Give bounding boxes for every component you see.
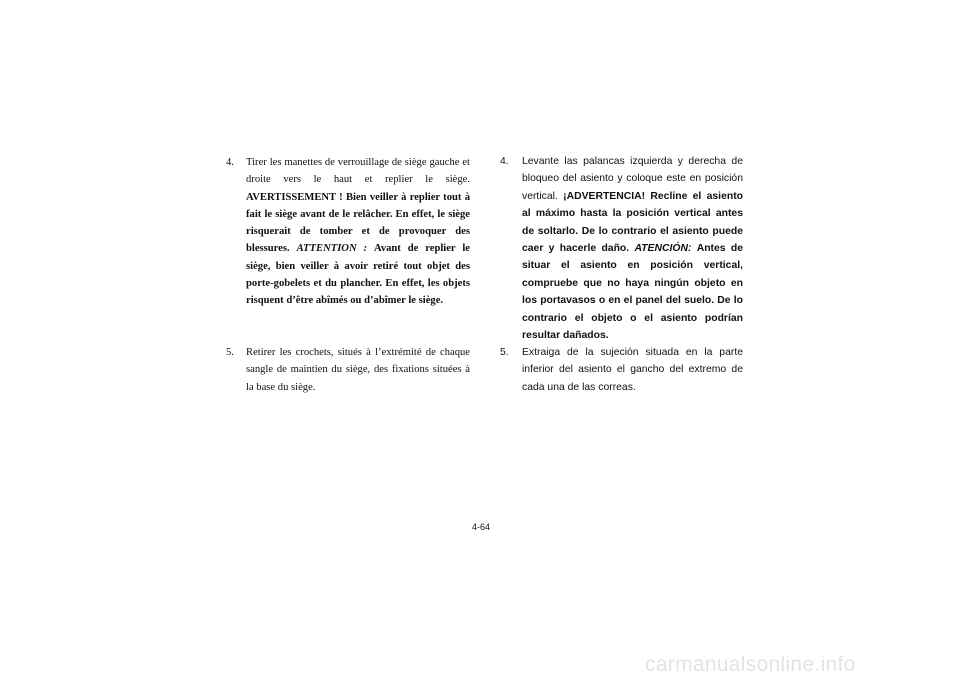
french-step-4-text: Tirer les manettes de verrouillage de siège gauche et droite vers le haut et replier le siège. bbox=[246, 157, 470, 186]
page-number: 4-64 bbox=[471, 522, 490, 532]
spanish-step-5-item bbox=[500, 344, 743, 396]
spanish-step-5 bbox=[500, 344, 743, 396]
french-step-4-item bbox=[226, 154, 470, 310]
french-step-4-body bbox=[246, 154, 470, 310]
french-step-4-number: 4. bbox=[226, 157, 234, 168]
french-step-4-warning: AVERTISSEMENT ! Bien veiller à replier tout à fait le siège avant de le relâcher. En effet, le siège risquerait de tomber et de provoquer des blessures. bbox=[246, 191, 470, 255]
watermark: carmanualsonline.info bbox=[645, 653, 856, 676]
spanish-step-4-number: 4. bbox=[500, 156, 509, 167]
french-step-4-attention-label: ATTENTION : bbox=[296, 243, 368, 255]
french-step-5-number: 5. bbox=[226, 347, 234, 358]
spanish-step-4 bbox=[500, 153, 743, 344]
spanish-step-4-text: Levante las palancas izquierda y derecha de bloqueo del asiento y coloque este en posición vertical. bbox=[522, 156, 743, 202]
spanish-step-5-number: 5. bbox=[500, 347, 509, 358]
french-step-5 bbox=[226, 344, 470, 396]
spanish-step-4-attention-text: Antes de situar el asiento en posición vertical, compruebe que no haya ningún objeto en los portavasos o en el panel del suelo. De lo contrario el objeto o el asiento podrían resultar dañados. bbox=[522, 243, 743, 342]
french-step-5-text: Retirer les crochets, situés à l’extrémité de chaque sangle de maintien du siège, des fixations situées à la base du siège. bbox=[246, 347, 470, 393]
french-step-4-attention-text: Avant de replier le siège, bien veiller à avoir retiré tout objet des porte-gobelets et du plancher. En effet, les objets risquent d’être abîmés ou d’abîmer le siège. bbox=[246, 243, 470, 307]
spanish-step-5-text: Extraiga de la sujeción situada en la parte inferior del asiento el gancho del extremo de cada una de las correas. bbox=[522, 347, 743, 393]
french-step-5-item bbox=[226, 344, 470, 396]
spanish-step-4-warning: ¡ADVERTENCIA! Recline el asiento al máximo hasta la posición vertical antes de soltarlo. De lo contrario el asiento puede caer y hacerle daño. bbox=[522, 190, 743, 255]
spanish-step-4-body bbox=[522, 153, 743, 344]
spanish-step-4-attention-label: ATENCIÓN: bbox=[634, 243, 692, 255]
french-step-4 bbox=[226, 154, 470, 310]
spanish-step-4-item bbox=[500, 153, 743, 344]
